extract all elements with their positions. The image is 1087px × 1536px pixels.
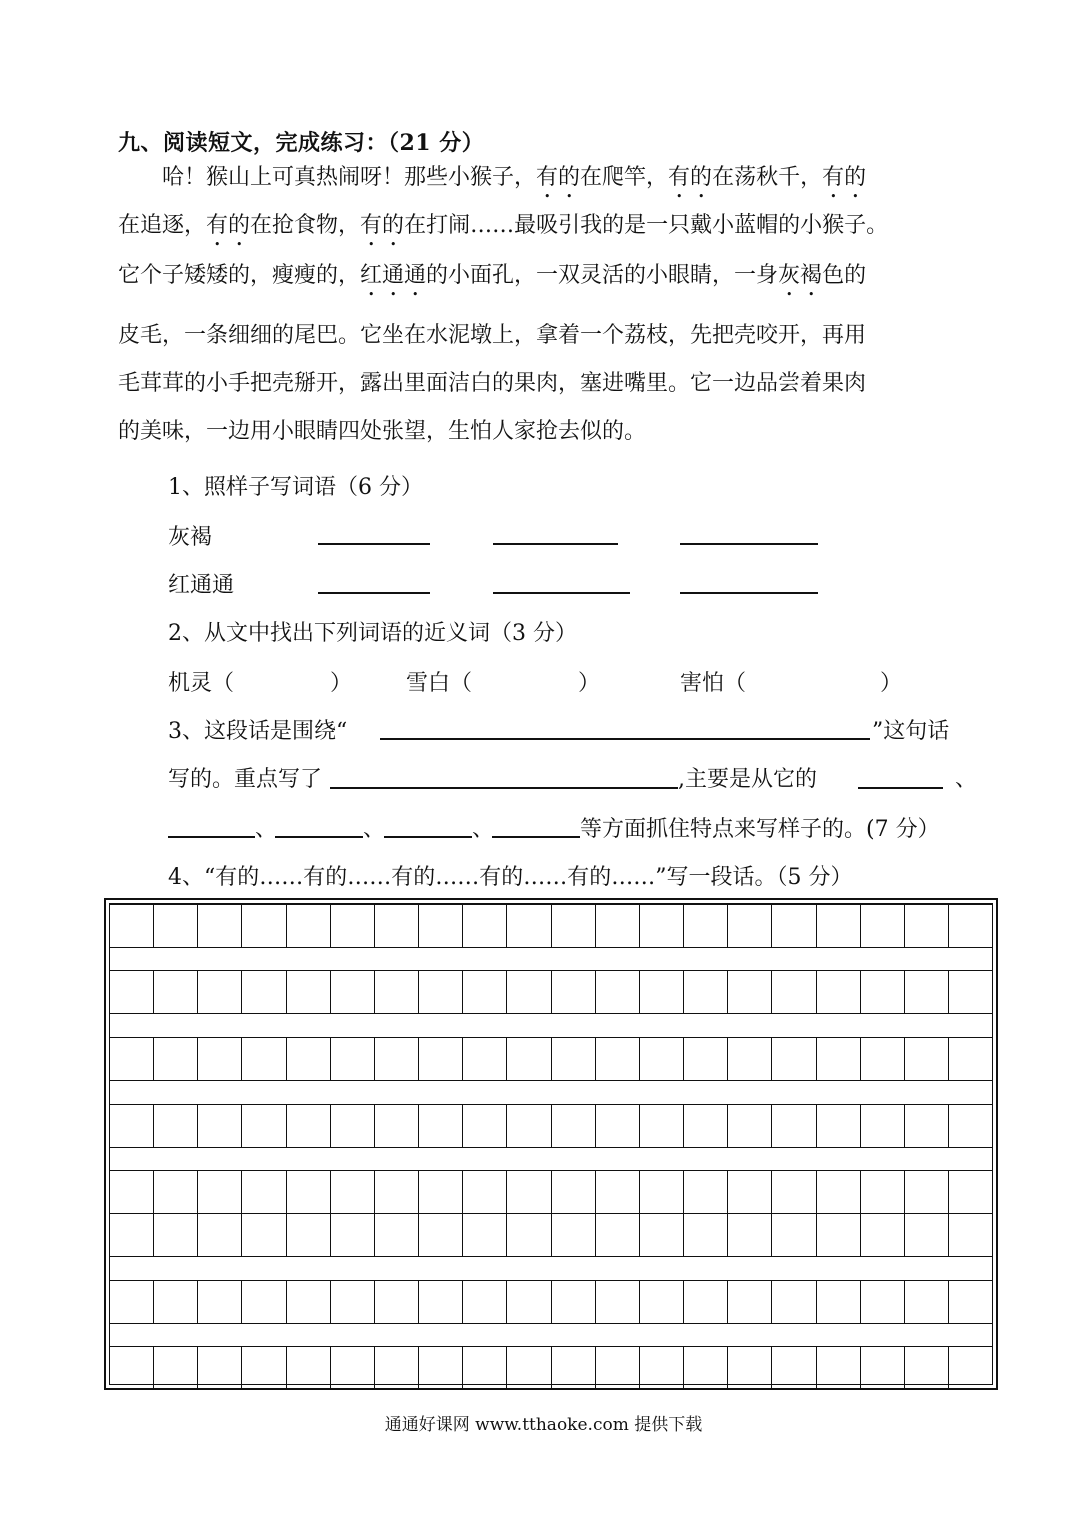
grid-cell[interactable] xyxy=(507,1038,551,1080)
grid-cell[interactable] xyxy=(287,1214,331,1256)
q2-paren-close: ） xyxy=(880,671,903,696)
grid-cell[interactable] xyxy=(684,1347,728,1389)
q3-blank-aspect[interactable] xyxy=(492,836,580,838)
grid-cell[interactable] xyxy=(287,1281,331,1323)
q3-text-2: ”这句话 xyxy=(872,719,950,744)
grid-row xyxy=(110,1346,992,1390)
grid-cell[interactable] xyxy=(949,1038,992,1080)
grid-cell[interactable] xyxy=(905,905,949,947)
emphasized-word: 灰褐 xyxy=(778,263,823,288)
grid-cell[interactable] xyxy=(905,1171,949,1213)
grid-cell[interactable] xyxy=(861,1214,905,1256)
grid-row xyxy=(110,904,992,948)
grid-cell[interactable] xyxy=(596,1171,640,1213)
grid-cell[interactable] xyxy=(596,1214,640,1256)
grid-cell[interactable] xyxy=(684,1171,728,1213)
grid-cell[interactable] xyxy=(287,1038,331,1080)
grid-cell[interactable] xyxy=(242,1171,286,1213)
grid-cell[interactable] xyxy=(684,1281,728,1323)
grid-cell[interactable] xyxy=(552,1038,596,1080)
grid-cell[interactable] xyxy=(198,1105,242,1147)
grid-cell[interactable] xyxy=(110,971,154,1013)
q3-text-1: 3、这段话是围绕“ xyxy=(168,719,348,744)
grid-cell[interactable] xyxy=(331,971,375,1013)
grid-cell[interactable] xyxy=(861,905,905,947)
grid-cell[interactable] xyxy=(949,1171,992,1213)
writing-grid xyxy=(104,898,998,1390)
grid-row xyxy=(110,1280,992,1324)
grid-cell[interactable] xyxy=(287,971,331,1013)
grid-cell[interactable] xyxy=(772,905,816,947)
grid-cell[interactable] xyxy=(507,971,551,1013)
grid-cell[interactable] xyxy=(640,1171,684,1213)
q3-text-4: ,主要是从它的 xyxy=(678,767,817,792)
grid-cell[interactable] xyxy=(772,1281,816,1323)
grid-cell[interactable] xyxy=(861,1347,905,1389)
grid-cell[interactable] xyxy=(552,971,596,1013)
q1-blank[interactable] xyxy=(318,592,430,594)
grid-cell[interactable] xyxy=(375,1347,419,1389)
q1-blank[interactable] xyxy=(680,592,818,594)
grid-cell[interactable] xyxy=(198,1214,242,1256)
grid-cell[interactable] xyxy=(728,1038,772,1080)
grid-cell[interactable] xyxy=(463,1105,507,1147)
grid-cell[interactable] xyxy=(905,1105,949,1147)
passage-line-6: 的美味，一边用小眼睛四处张望，生怕人家抢去似的。 xyxy=(118,419,647,444)
grid-cell[interactable] xyxy=(198,1281,242,1323)
emphasized-word: 有的 xyxy=(668,165,713,190)
passage-text: 它个子矮矮的，瘦瘦的， xyxy=(118,263,361,288)
grid-cell[interactable] xyxy=(640,1347,684,1389)
q3-separator: 、 xyxy=(472,817,495,842)
passage-line-4: 皮毛，一条细细的尾巴。它坐在水泥墩上，拿着一个荔枝，先把壳咬开，再用 xyxy=(118,323,867,348)
grid-cell[interactable] xyxy=(596,905,640,947)
q2-prompt: 2、从文中找出下列词语的近义词（3 分） xyxy=(168,621,577,646)
passage-text: 在爬竿， xyxy=(580,165,669,190)
grid-cell[interactable] xyxy=(728,971,772,1013)
grid-cell[interactable] xyxy=(905,1214,949,1256)
grid-cell[interactable] xyxy=(817,1347,861,1389)
grid-cell[interactable] xyxy=(154,905,198,947)
q2-word-2: 雪白（ xyxy=(406,671,473,696)
grid-cell[interactable] xyxy=(419,971,463,1013)
grid-cell[interactable] xyxy=(331,1214,375,1256)
grid-cell[interactable] xyxy=(507,1105,551,1147)
grid-cell[interactable] xyxy=(198,1347,242,1389)
grid-row xyxy=(110,1037,992,1081)
grid-cell[interactable] xyxy=(728,1105,772,1147)
passage-text: 在追逐， xyxy=(118,213,207,238)
grid-cell[interactable] xyxy=(640,1105,684,1147)
grid-cell[interactable] xyxy=(331,1038,375,1080)
grid-cell[interactable] xyxy=(375,1171,419,1213)
grid-cell[interactable] xyxy=(110,1038,154,1080)
emphasized-word: 有的 xyxy=(206,213,251,238)
grid-cell[interactable] xyxy=(198,1038,242,1080)
grid-cell[interactable] xyxy=(640,1038,684,1080)
grid-cell[interactable] xyxy=(728,905,772,947)
grid-cell[interactable] xyxy=(331,1105,375,1147)
grid-cell[interactable] xyxy=(772,1038,816,1080)
grid-cell[interactable] xyxy=(949,1347,992,1389)
q3-blank-aspect[interactable] xyxy=(168,836,255,838)
grid-cell[interactable] xyxy=(463,905,507,947)
q3-text-5: 、 xyxy=(955,767,978,792)
grid-cell[interactable] xyxy=(419,1281,463,1323)
grid-cell[interactable] xyxy=(419,1105,463,1147)
grid-cell[interactable] xyxy=(817,1214,861,1256)
grid-cell[interactable] xyxy=(242,971,286,1013)
grid-row xyxy=(110,970,992,1014)
grid-cell[interactable] xyxy=(198,905,242,947)
grid-cell[interactable] xyxy=(728,1281,772,1323)
q3-blank-aspect[interactable] xyxy=(384,836,472,838)
grid-cell[interactable] xyxy=(861,971,905,1013)
grid-cell[interactable] xyxy=(552,1105,596,1147)
q2-paren-close: ） xyxy=(330,671,353,696)
grid-cell[interactable] xyxy=(331,905,375,947)
grid-cell[interactable] xyxy=(198,1171,242,1213)
grid-cell[interactable] xyxy=(905,1038,949,1080)
passage-text: 的小面孔，一双灵活的小眼睛，一身 xyxy=(426,263,779,288)
grid-cell[interactable] xyxy=(331,1281,375,1323)
grid-cell[interactable] xyxy=(552,905,596,947)
grid-cell[interactable] xyxy=(154,971,198,1013)
grid-cell[interactable] xyxy=(375,1214,419,1256)
footer-source: 通通好课网 www.tthaoke.com 提供下载 xyxy=(384,1415,703,1435)
grid-cell[interactable] xyxy=(772,971,816,1013)
grid-cell[interactable] xyxy=(728,1171,772,1213)
grid-cell[interactable] xyxy=(772,1105,816,1147)
grid-cell[interactable] xyxy=(596,1347,640,1389)
grid-row xyxy=(110,1104,992,1148)
grid-cell[interactable] xyxy=(331,1347,375,1389)
q3-blank-aspect[interactable] xyxy=(858,787,943,789)
q2-paren-close: ） xyxy=(578,671,601,696)
grid-cell[interactable] xyxy=(154,1105,198,1147)
grid-cell[interactable] xyxy=(419,905,463,947)
q2-word-3: 害怕（ xyxy=(680,671,747,696)
grid-cell[interactable] xyxy=(640,1281,684,1323)
grid-cell[interactable] xyxy=(287,905,331,947)
grid-cell[interactable] xyxy=(728,1214,772,1256)
grid-cell[interactable] xyxy=(684,905,728,947)
q3-blank-focus[interactable] xyxy=(330,787,678,789)
grid-cell[interactable] xyxy=(242,905,286,947)
grid-cell[interactable] xyxy=(287,1347,331,1389)
q3-separator: 、 xyxy=(255,817,278,842)
grid-cell[interactable] xyxy=(110,905,154,947)
grid-cell[interactable] xyxy=(861,1105,905,1147)
grid-cell[interactable] xyxy=(154,1214,198,1256)
grid-cell[interactable] xyxy=(905,971,949,1013)
section-title: 九、阅读短文，完成练习：（21 分） xyxy=(118,130,485,156)
q2-word-1: 机灵（ xyxy=(168,671,235,696)
grid-cell[interactable] xyxy=(817,905,861,947)
grid-cell[interactable] xyxy=(154,1171,198,1213)
grid-cell[interactable] xyxy=(331,1171,375,1213)
grid-cell[interactable] xyxy=(419,1347,463,1389)
grid-cell[interactable] xyxy=(463,1281,507,1323)
passage-line-1 xyxy=(118,160,978,210)
passage-line-5: 毛茸茸的小手把壳掰开，露出里面洁白的果肉，塞进嘴里。它一边品尝着果肉 xyxy=(118,371,867,396)
grid-cell[interactable] xyxy=(640,971,684,1013)
passage-text: 在打闹……最吸引我的是一只戴小蓝帽的小猴子。 xyxy=(404,213,889,238)
grid-cell[interactable] xyxy=(507,1214,551,1256)
passage-text: 哈！猴山上可真热闹呀！那些小猴子， xyxy=(162,165,537,190)
grid-cell[interactable] xyxy=(463,1171,507,1213)
grid-cell[interactable] xyxy=(817,971,861,1013)
grid-cell[interactable] xyxy=(596,1038,640,1080)
grid-cell[interactable] xyxy=(242,1038,286,1080)
grid-cell[interactable] xyxy=(419,1214,463,1256)
grid-cell[interactable] xyxy=(154,1281,198,1323)
emphasized-word: 有的 xyxy=(536,165,581,190)
q1-blank[interactable] xyxy=(318,543,430,545)
grid-cell[interactable] xyxy=(507,1281,551,1323)
grid-cell[interactable] xyxy=(949,1214,992,1256)
grid-cell[interactable] xyxy=(419,1038,463,1080)
grid-row xyxy=(110,1213,992,1257)
grid-cell[interactable] xyxy=(596,1105,640,1147)
grid-cell[interactable] xyxy=(110,1214,154,1256)
q1-prompt: 1、照样子写词语（6 分） xyxy=(168,475,423,500)
grid-cell[interactable] xyxy=(154,1038,198,1080)
grid-cell[interactable] xyxy=(861,1171,905,1213)
grid-cell[interactable] xyxy=(110,1105,154,1147)
passage-text: 在荡秋千， xyxy=(712,165,823,190)
grid-cell[interactable] xyxy=(507,905,551,947)
grid-cell[interactable] xyxy=(905,1281,949,1323)
emphasized-word: 有的 xyxy=(360,213,405,238)
q1-blank[interactable] xyxy=(493,592,630,594)
grid-cell[interactable] xyxy=(817,1281,861,1323)
grid-cell[interactable] xyxy=(507,1171,551,1213)
grid-cell[interactable] xyxy=(242,1214,286,1256)
grid-cell[interactable] xyxy=(817,1105,861,1147)
grid-cell[interactable] xyxy=(861,1038,905,1080)
grid-cell[interactable] xyxy=(287,1171,331,1213)
grid-cell[interactable] xyxy=(463,971,507,1013)
grid-cell[interactable] xyxy=(463,1038,507,1080)
grid-cell[interactable] xyxy=(419,1171,463,1213)
grid-cell[interactable] xyxy=(375,1105,419,1147)
grid-cell[interactable] xyxy=(463,1214,507,1256)
q3-blank-main-sentence[interactable] xyxy=(380,738,870,740)
grid-cell[interactable] xyxy=(242,1347,286,1389)
emphasized-word: 红通通 xyxy=(360,263,427,288)
grid-cell[interactable] xyxy=(552,1214,596,1256)
grid-cell[interactable] xyxy=(242,1281,286,1323)
q3-blank-aspect[interactable] xyxy=(275,836,363,838)
grid-cell[interactable] xyxy=(154,1347,198,1389)
grid-cell[interactable] xyxy=(949,905,992,947)
grid-cell[interactable] xyxy=(110,1281,154,1323)
q1-example-2: 红通通 xyxy=(168,573,235,598)
grid-cell[interactable] xyxy=(287,1105,331,1147)
grid-cell[interactable] xyxy=(242,1105,286,1147)
q3-text-6: 等方面抓住特点来写样子的。(7 分） xyxy=(580,817,940,842)
grid-cell[interactable] xyxy=(728,1347,772,1389)
grid-cell[interactable] xyxy=(817,1038,861,1080)
grid-cell[interactable] xyxy=(817,1171,861,1213)
grid-cell[interactable] xyxy=(552,1171,596,1213)
q1-blank[interactable] xyxy=(680,543,818,545)
grid-cell[interactable] xyxy=(684,1038,728,1080)
grid-cell[interactable] xyxy=(640,905,684,947)
grid-cell[interactable] xyxy=(772,1347,816,1389)
grid-cell[interactable] xyxy=(375,971,419,1013)
passage-line-3 xyxy=(118,258,978,308)
grid-cell[interactable] xyxy=(552,1347,596,1389)
q4-prompt: 4、“有的……有的……有的……有的……有的……”写一段话。（5 分） xyxy=(168,865,853,890)
passage-line-2 xyxy=(118,208,978,258)
grid-cell[interactable] xyxy=(198,971,242,1013)
emphasized-word: 有的 xyxy=(822,165,867,190)
grid-cell[interactable] xyxy=(684,1214,728,1256)
grid-cell[interactable] xyxy=(949,1281,992,1323)
grid-cell[interactable] xyxy=(640,1214,684,1256)
grid-cell[interactable] xyxy=(684,971,728,1013)
grid-cell[interactable] xyxy=(375,905,419,947)
grid-cell[interactable] xyxy=(905,1347,949,1389)
q3-text-3: 写的。重点写了 xyxy=(168,767,323,792)
grid-cell[interactable] xyxy=(110,1347,154,1389)
grid-cell[interactable] xyxy=(684,1105,728,1147)
passage-text: 色的 xyxy=(822,263,867,288)
grid-cell[interactable] xyxy=(596,971,640,1013)
grid-cell[interactable] xyxy=(772,1171,816,1213)
grid-cell[interactable] xyxy=(861,1281,905,1323)
grid-cell[interactable] xyxy=(596,1281,640,1323)
grid-cell[interactable] xyxy=(949,971,992,1013)
q1-blank[interactable] xyxy=(493,543,618,545)
grid-cell[interactable] xyxy=(375,1038,419,1080)
grid-cell[interactable] xyxy=(772,1214,816,1256)
grid-cell[interactable] xyxy=(507,1347,551,1389)
grid-cell[interactable] xyxy=(949,1105,992,1147)
grid-cell[interactable] xyxy=(110,1171,154,1213)
writing-grid-inner xyxy=(109,903,993,1385)
q3-separator: 、 xyxy=(363,817,386,842)
grid-cell[interactable] xyxy=(552,1281,596,1323)
passage-text: 在抢食物， xyxy=(250,213,361,238)
grid-row xyxy=(110,1170,992,1214)
q1-example-1: 灰褐 xyxy=(168,525,213,550)
grid-cell[interactable] xyxy=(375,1281,419,1323)
grid-cell[interactable] xyxy=(463,1347,507,1389)
